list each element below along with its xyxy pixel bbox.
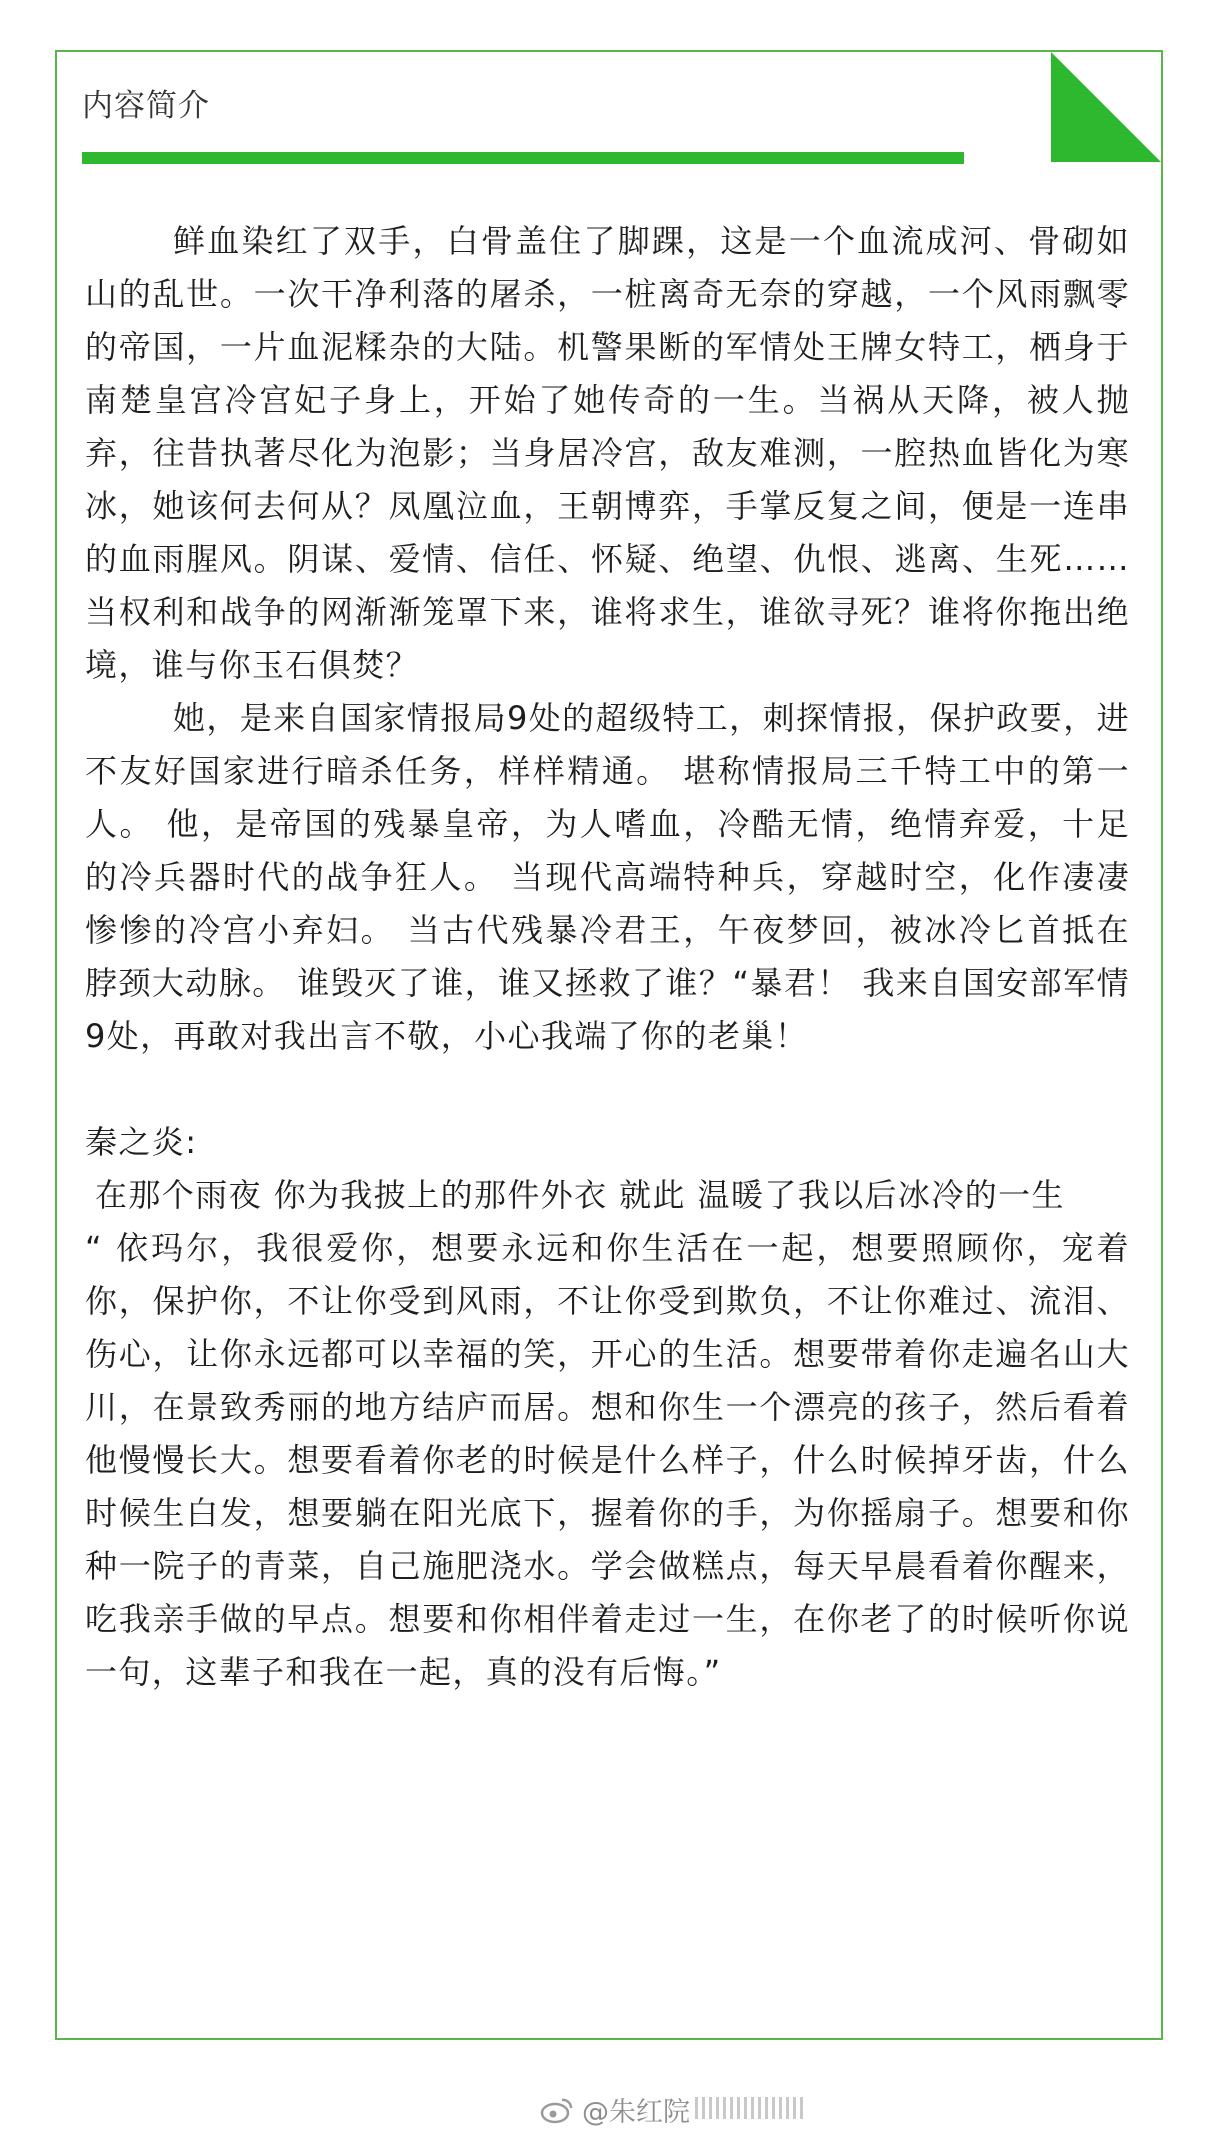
spacer: [85, 1063, 1130, 1116]
weibo-icon: [540, 2096, 574, 2124]
section-title: 内容简介: [82, 88, 210, 124]
weibo-watermark: [540, 2090, 690, 2129]
intro-card: [55, 50, 1163, 2040]
barcode-decoration: [695, 2097, 803, 2119]
title-underline: [82, 152, 964, 164]
character-name: 秦之炎:: [85, 1123, 198, 1161]
corner-triangle-icon: [1051, 52, 1161, 162]
paragraph-characters: 她，是来自国家情报局9处的超级特工，刺探情报，保护政要，进不友好国家进行暗杀任务，样样精通。 堪称情报局三千特工中的第一人。 他，是帝国的残暴皇帝，为人嗜血，冷酷无情，绝情弃爱，十足的冷兵器时代的战争狂人。 当现代高端特种兵，穿越时空，化作凄凄惨惨的冷宫小弃妇。 当古代残暴冷君王，午夜梦回，被冰冷匕首抵在脖颈大动脉。 谁毁灭了谁，谁又拯救了谁？“暴君！ 我来自国安部军情9处，再敢对我出言不敬，小心我端了你的老巢！: [85, 699, 1130, 1055]
content-body: [85, 215, 1130, 1699]
verse-line: 在那个雨夜 你为我披上的那件外衣 就此 温暖了我以后冰冷的一生: [95, 1176, 1065, 1214]
paragraph-synopsis: 鲜血染红了双手，白骨盖住了脚踝，这是一个血流成河、骨砌如山的乱世。一次干净利落的屠杀，一桩离奇无奈的穿越，一个风雨飘零的帝国，一片血泥糅杂的大陆。机警果断的军情处王牌女特工，栖身于南楚皇宫冷宫妃子身上，开始了她传奇的一生。当祸从天降，被人抛弃，往昔执著尽化为泡影；当身居冷宫，敌友难测，一腔热血皆化为寒冰，她该何去何从？凤凰泣血，王朝博弈，手掌反复之间，便是一连串的血雨腥风。阴谋、爱情、信任、怀疑、绝望、仇恨、逃离、生死……当权利和战争的网渐渐笼罩下来，谁将求生，谁欲寻死？谁将你拖出绝境，谁与你玉石俱焚？: [85, 222, 1130, 684]
quote-paragraph: “ 依玛尔，我很爱你，想要永远和你生活在一起，想要照顾你，宠着你，保护你，不让你受到风雨，不让你受到欺负，不让你难过、流泪、伤心，让你永远都可以幸福的笑，开心的生活。想要带着你走遍名山大川，在景致秀丽的地方结庐而居。想和你生一个漂亮的孩子，然后看着他慢慢长大。想要看着你老的时候是什么样子，什么时候掉牙齿，什么时候生白发，想要躺在阳光底下，握着你的手，为你摇扇子。想要和你种一院子的青菜，自己施肥浇水。学会做糕点，每天早晨看着你醒来，吃我亲手做的早点。想要和你相伴着走过一生，在你老了的时候听你说一句，这辈子和我在一起，真的没有后悔。”: [85, 1229, 1130, 1691]
watermark-text: @朱红院: [582, 2097, 690, 2128]
